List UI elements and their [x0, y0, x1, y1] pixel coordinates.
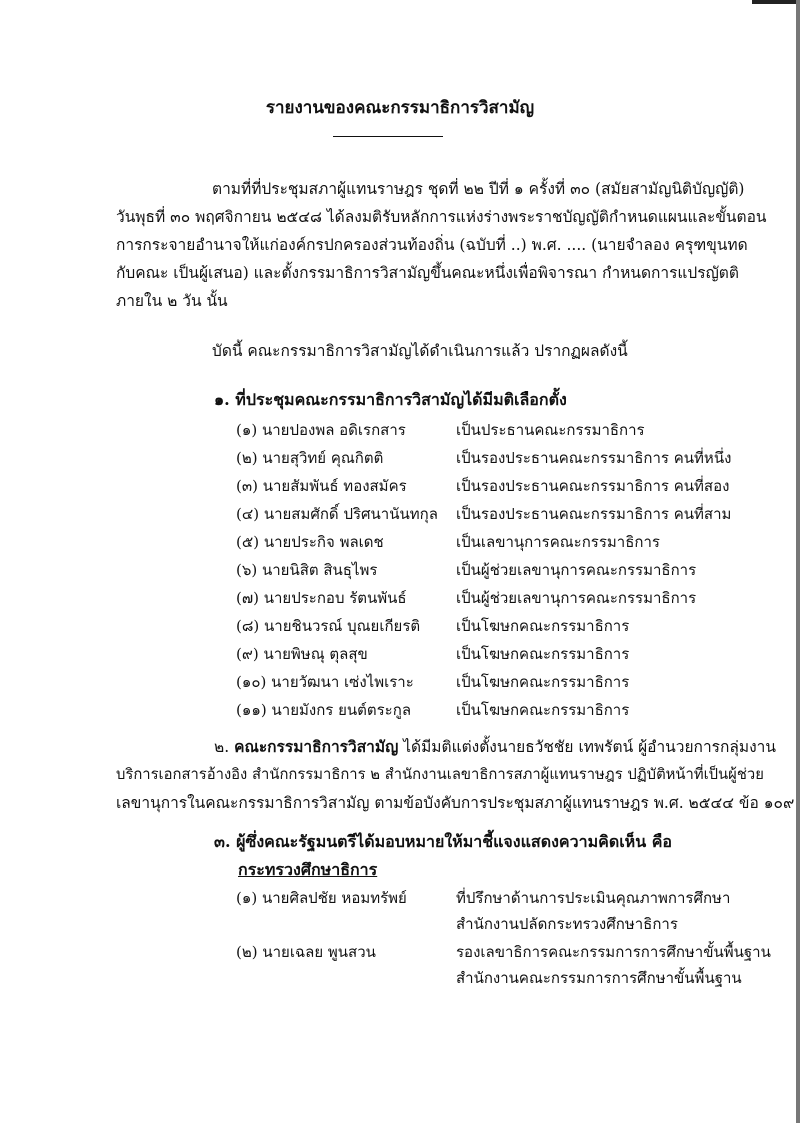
- member-role: เป็นโฆษกคณะกรรมาธิการ: [456, 617, 630, 635]
- member-role: เป็นโฆษกคณะกรรมาธิการ: [456, 673, 630, 691]
- section2-bold: คณะกรรมาธิการวิสามัญ: [234, 737, 399, 756]
- member-name: (๒) นายสุวิทย์ คุณกิตติ: [236, 449, 384, 467]
- official-name: (๒) นายเฉลย พูนสวน: [236, 943, 376, 961]
- official-name: (๑) นายศิลปชัย หอมทรัพย์: [236, 889, 407, 907]
- member-name: (๖) นายนิสิต สินธุไพร: [236, 561, 378, 579]
- member-name: (๓) นายสัมพันธ์ ทองสมัคร: [236, 477, 407, 495]
- section2-line3: เลขานุการในคณะกรรมาธิการวิสามัญ ตามข้อบังคับการประชุมสภาผู้แทนราษฎร พ.ศ. ๒๕๔๔ ข้อ ๑๐๙: [116, 794, 795, 812]
- intro-line: การกระจายอำนาจให้แก่องค์กรปกครองส่วนท้องถิ่น (ฉบับที่ ..) พ.ศ. .... (นายจำลอง ครุฑขุนทด: [116, 236, 748, 254]
- member-role: เป็นรองประธานคณะกรรมาธิการ คนที่หนึ่ง: [456, 449, 732, 467]
- member-name: (๑๑) นายมังกร ยนต์ตระกูล: [236, 701, 412, 719]
- member-role: เป็นผู้ช่วยเลขานุการคณะกรรมาธิการ: [456, 589, 697, 607]
- section2-number: ๒.: [214, 738, 230, 756]
- section3-heading: ๓. ผู้ซึ่งคณะรัฐมนตรีได้มอบหมายให้มาชี้แจงแสดงความคิดเห็น คือ: [214, 832, 673, 851]
- member-role: เป็นเลขานุการคณะกรรมาธิการ: [456, 533, 660, 551]
- member-name: (๗) นายประกอบ รัตนพันธ์: [236, 589, 407, 607]
- ministry-label: กระทรวงศึกษาธิการ: [238, 860, 378, 879]
- intro-line: วันพุธที่ ๓๐ พฤศจิกายน ๒๕๔๘ ได้ลงมติรับหลักการแห่งร่างพระราชบัญญัติกำหนดแผนและขั้นตอน: [116, 208, 767, 226]
- section2-text: ได้มีมติแต่งตั้งนายธวัชชัย เทพรัตน์ ผู้อำนวยการกลุ่มงาน: [398, 738, 776, 756]
- member-role: เป็นโฆษกคณะกรรมาธิการ: [456, 701, 630, 719]
- member-role: เป็นโฆษกคณะกรรมาธิการ: [456, 645, 630, 663]
- scan-artifact: [752, 0, 800, 4]
- status-line: บัดนี้ คณะกรรมาธิการวิสามัญได้ดำเนินการแล้ว ปรากฏผลดังนี้: [212, 342, 628, 360]
- member-name: (๑๐) นายวัฒนา เซ่งไพเราะ: [236, 673, 414, 691]
- official-role: สำนักงานคณะกรรมการการศึกษาขั้นพื้นฐาน: [456, 969, 742, 987]
- intro-line: ตามที่ที่ประชุมสภาผู้แทนราษฎร ชุดที่ ๒๒ ปีที่ ๑ ครั้งที่ ๓๐ (สมัยสามัญนิติบัญญัติ): [212, 180, 745, 198]
- official-role: สำนักงานปลัดกระทรวงศึกษาธิการ: [456, 915, 678, 933]
- official-role: รองเลขาธิการคณะกรรมการการศึกษาขั้นพื้นฐาน: [456, 943, 771, 961]
- section1-heading: ๑. ที่ประชุมคณะกรรมาธิการวิสามัญได้มีมติเลือกตั้ง: [214, 390, 567, 409]
- official-role: ที่ปรึกษาด้านการประเมินคุณภาพการศึกษา: [456, 889, 731, 907]
- member-role: เป็นผู้ช่วยเลขานุการคณะกรรมาธิการ: [456, 561, 697, 579]
- member-role: เป็นประธานคณะกรรมาธิการ: [456, 421, 645, 439]
- intro-line: ภายใน ๒ วัน นั้น: [116, 292, 228, 310]
- member-role: เป็นรองประธานคณะกรรมาธิการ คนที่สาม: [456, 505, 732, 523]
- member-name: (๘) นายชินวรณ์ บุณยเกียรติ: [236, 617, 421, 635]
- member-role: เป็นรองประธานคณะกรรมาธิการ คนที่สอง: [456, 477, 730, 495]
- member-name: (๑) นายปองพล อดิเรกสาร: [236, 421, 406, 439]
- scan-artifact: [796, 0, 800, 1123]
- member-name: (๔) นายสมศักดิ์ ปริศนานันทกุล: [236, 505, 438, 523]
- section2-line1: [214, 734, 776, 759]
- member-name: (๕) นายประกิจ พลเดช: [236, 533, 384, 551]
- page-title: รายงานของคณะกรรมาธิการวิสามัญ: [265, 98, 535, 118]
- section2-line2: บริการเอกสารอ้างอิง สำนักกรรมาธิการ ๒ สำนักงานเลขาธิการสภาผู้แทนราษฎร ปฏิบัติหน้าที่เป็นผู้ช่วย: [116, 766, 764, 783]
- intro-line: กับคณะ เป็นผู้เสนอ) และตั้งกรรมาธิการวิสามัญขึ้นคณะหนึ่งเพื่อพิจารณา กำหนดการแปรญัตติ: [116, 264, 739, 282]
- title-rule: [333, 136, 443, 137]
- member-name: (๙) นายพิษณุ ตุลสุข: [236, 645, 368, 663]
